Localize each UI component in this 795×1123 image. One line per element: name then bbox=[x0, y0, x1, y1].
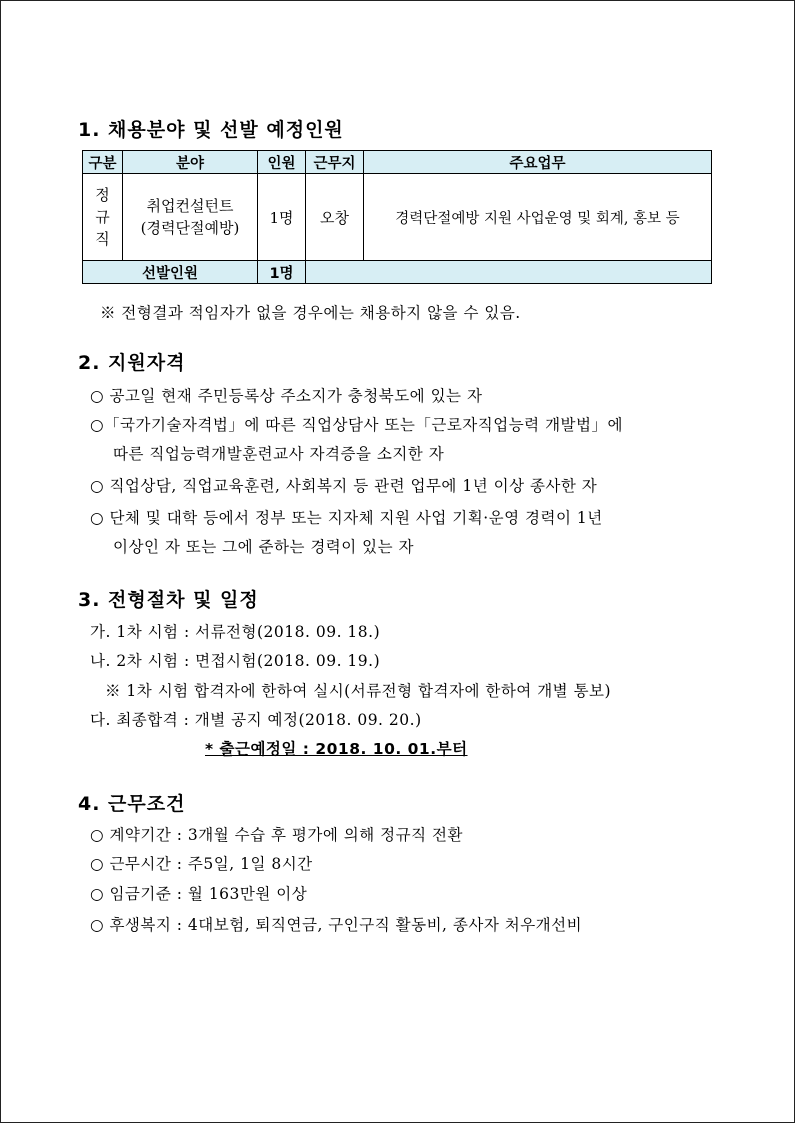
procedure-step: 나. 2차 시험 : 면접시험(2018. 09. 19.) bbox=[90, 652, 381, 670]
table-header-duties: 주요업무 bbox=[364, 151, 712, 174]
table-header-location: 근무지 bbox=[306, 151, 364, 174]
cell-field: 취업컨설턴트 (경력단절예방) bbox=[123, 174, 258, 261]
table-header-field: 분야 bbox=[123, 151, 258, 174]
table-header-row bbox=[83, 151, 712, 174]
condition-item: ○ 근무시간 : 주5일, 1일 8시간 bbox=[90, 855, 313, 873]
procedure-note: ※ 1차 시험 합격자에 한하여 실시(서류전형 합격자에 한하여 개별 통보) bbox=[105, 682, 612, 700]
condition-item: ○ 후생복지 : 4대보험, 퇴직연금, 구인구직 활동비, 종사자 처우개선비 bbox=[90, 916, 583, 934]
recruitment-note: ※ 전형결과 적임자가 없을 경우에는 채용하지 않을 수 있음. bbox=[100, 304, 521, 322]
start-date-note: * 출근예정일 : 2018. 10. 01.부터 bbox=[205, 740, 468, 758]
condition-item: ○ 계약기간 : 3개월 수습 후 평가에 의해 정규직 전환 bbox=[90, 826, 463, 844]
qualification-item: ○ 단체 및 대학 등에서 정부 또는 지자체 지원 사업 기획·운영 경력이 1년 bbox=[90, 509, 603, 527]
cell-category: 정 규 직 bbox=[83, 174, 123, 261]
table-header-count: 인원 bbox=[258, 151, 306, 174]
cell-count: 1명 bbox=[258, 174, 306, 261]
section-title-recruitment: 1. 채용분야 및 선발 예정인원 bbox=[78, 119, 344, 141]
qualification-item-continued: 따른 직업능력개발훈련교사 자격증을 소지한 자 bbox=[113, 445, 445, 463]
recruitment-table bbox=[82, 150, 712, 284]
table-header-category: 구분 bbox=[83, 151, 123, 174]
qualification-item-continued: 이상인 자 또는 그에 준하는 경력이 있는 자 bbox=[113, 538, 415, 556]
table-row bbox=[83, 174, 712, 261]
cell-total-count: 1명 bbox=[258, 261, 306, 284]
procedure-step: 다. 최종합격 : 개별 공지 예정(2018. 09. 20.) bbox=[90, 711, 422, 729]
qualification-item: ○「국가기술자격법」에 따른 직업상담사 또는「근로자직업능력 개발법」에 bbox=[90, 416, 623, 434]
procedure-step: 가. 1차 시험 : 서류전형(2018. 09. 18.) bbox=[90, 623, 381, 641]
table-total-row bbox=[83, 261, 712, 284]
cell-total-label: 선발인원 bbox=[83, 261, 258, 284]
qualification-item: ○ 공고일 현재 주민등록상 주소지가 충청북도에 있는 자 bbox=[90, 387, 483, 405]
section-title-procedure: 3. 전형절차 및 일정 bbox=[78, 589, 259, 611]
cell-duties: 경력단절예방 지원 사업운영 및 회계, 홍보 등 bbox=[364, 174, 712, 261]
cell-total-blank bbox=[306, 261, 712, 284]
cell-location: 오창 bbox=[306, 174, 364, 261]
section-title-conditions: 4. 근무조건 bbox=[78, 793, 186, 815]
section-title-qualifications: 2. 지원자격 bbox=[78, 352, 186, 374]
qualification-item: ○ 직업상담, 직업교육훈련, 사회복지 등 관련 업무에 1년 이상 종사한 자 bbox=[90, 477, 598, 495]
condition-item: ○ 임금기준 : 월 163만원 이상 bbox=[90, 885, 308, 903]
